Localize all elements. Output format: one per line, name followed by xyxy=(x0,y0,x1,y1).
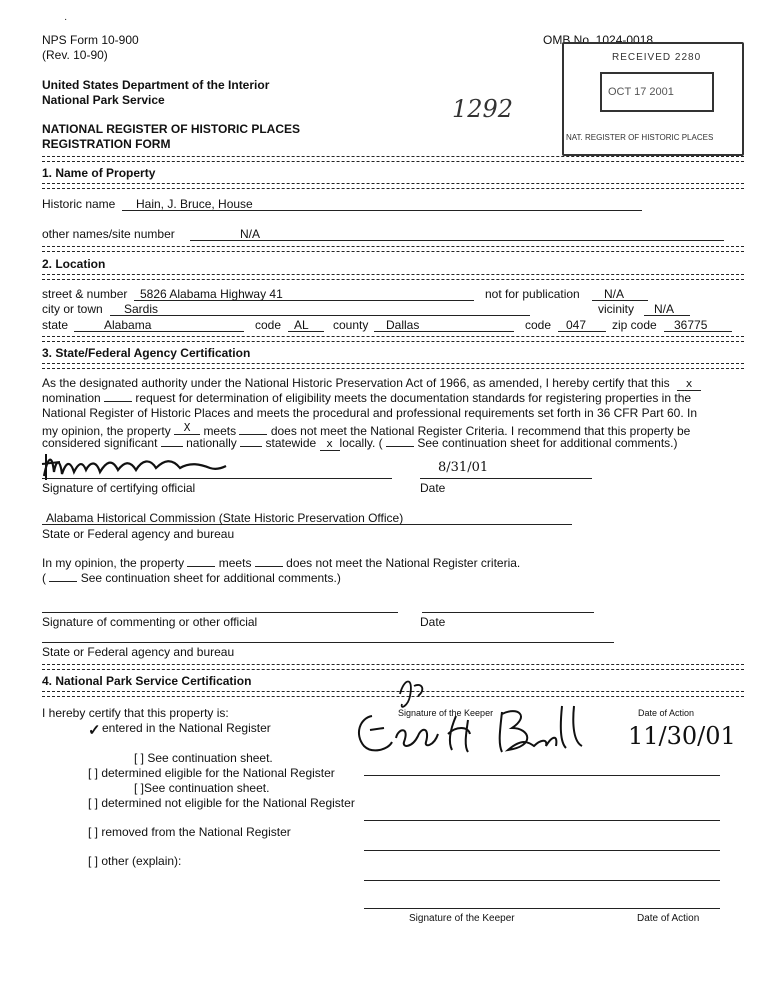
see-continuation-2: [ ]See continuation sheet. xyxy=(134,781,270,795)
stamp-date: OCT 17 2001 xyxy=(608,86,674,98)
cert-signature-label: Signature of certifying official xyxy=(42,481,196,495)
removed-option: [ ] removed from the National Register xyxy=(88,825,291,839)
service-name: National Park Service xyxy=(42,93,165,107)
department-name: United States Department of the Interior xyxy=(42,78,270,92)
agency2-label: State or Federal agency and bureau xyxy=(42,645,235,659)
form-revision: (Rev. 10-90) xyxy=(42,48,108,62)
agency-label: State or Federal agency and bureau xyxy=(42,527,235,541)
county-code-value: 047 xyxy=(566,318,587,332)
street-label: street & number xyxy=(42,287,128,301)
nps-certify-statement: I hereby certify that this property is: xyxy=(42,706,229,720)
opinion-continuation-blank xyxy=(49,581,77,582)
double-rule xyxy=(42,274,744,280)
entered-check-mark: ✓ xyxy=(88,722,101,739)
cert-date-line xyxy=(420,478,592,479)
property-meets-mark: X xyxy=(174,421,200,435)
keeper-line-4 xyxy=(364,880,720,881)
opinion-meets-blank xyxy=(187,566,215,567)
county-code-label: code xyxy=(525,318,552,332)
comment-signature-label: Signature of commenting or other official xyxy=(42,615,258,629)
keeper-signature-label: Signature of the Keeper xyxy=(398,708,494,718)
state-line xyxy=(74,331,244,332)
form-title: NATIONAL REGISTER OF HISTORIC PLACES xyxy=(42,122,301,136)
historic-name-label: Historic name xyxy=(42,197,116,211)
keeper-line-5 xyxy=(364,908,720,909)
section-3-heading: 3. State/Federal Agency Certification xyxy=(42,346,251,360)
nationally-blank xyxy=(161,446,183,447)
form-subtitle: REGISTRATION FORM xyxy=(42,137,171,151)
double-rule xyxy=(42,363,744,369)
county-label: county xyxy=(333,318,369,332)
agency2-line xyxy=(42,642,614,643)
state-value: Alabama xyxy=(104,318,152,332)
comment-date-label: Date xyxy=(420,615,446,629)
cert-line-3: National Register of Historic Places and meets the procedural and professional requirements set forth in 36 CFR Part 60. In xyxy=(42,406,697,420)
state-label: state xyxy=(42,318,69,332)
cert-line-5: considered significant nationally statewide x locally. ( See continuation sheet for additional comments.) xyxy=(42,436,678,450)
stamp-footer: NAT. REGISTER OF HISTORIC PLACES xyxy=(566,133,714,142)
state-code-label: code xyxy=(255,318,282,332)
keeper-line-2 xyxy=(364,820,720,821)
double-rule xyxy=(42,246,744,252)
form-id: NPS Form 10-900 xyxy=(42,33,139,47)
locally-mark: x xyxy=(320,437,340,451)
nomination-blank xyxy=(104,401,132,402)
cert-line-4: my opinion, the property X meets does not meet the National Register Criteria. I recommend that this property be xyxy=(42,421,691,438)
date-of-action-label-bottom: Date of Action xyxy=(637,913,700,924)
agency-value: Alabama Historical Commission (State Historic Preservation Office) xyxy=(46,511,404,525)
zip-label: zip code xyxy=(612,318,657,332)
section-1-heading: 1. Name of Property xyxy=(42,166,156,180)
continuation-blank xyxy=(386,446,414,447)
keeper-signature-label-bottom: Signature of the Keeper xyxy=(409,913,515,924)
comment-date-line xyxy=(422,612,594,613)
section-4-heading: 4. National Park Service Certification xyxy=(42,674,252,688)
not-for-publication-label: not for publication xyxy=(485,287,580,301)
comment-signature-line xyxy=(42,612,398,613)
city-line xyxy=(110,315,530,316)
other-names-line xyxy=(190,240,724,241)
section-2-heading: 2. Location xyxy=(42,257,106,271)
eligible-option: [ ] determined eligible for the National Register xyxy=(88,766,335,780)
double-rule xyxy=(42,156,744,162)
zip-value: 36775 xyxy=(674,318,708,332)
double-rule xyxy=(42,336,744,342)
city-value: Sardis xyxy=(124,302,159,316)
keeper-line-1 xyxy=(364,775,720,776)
cert-line-2: nomination request for determination of eligibility meets the documentation standards for registering properties in the xyxy=(42,391,692,405)
county-value: Dallas xyxy=(386,318,420,332)
vicinity-label: vicinity xyxy=(598,302,635,316)
cert-date-value: 8/31/01 xyxy=(438,460,489,475)
handwritten-reference-number: 1292 xyxy=(452,95,514,123)
street-value: 5826 Alabama Highway 41 xyxy=(140,287,283,301)
other-option: [ ] other (explain): xyxy=(88,854,182,868)
opinion-line-2: ( See continuation sheet for additional comments.) xyxy=(42,571,341,585)
omb-number: OMB No. 1024-0018 xyxy=(543,33,654,47)
keeper-signature xyxy=(352,676,602,760)
certify-mark: x xyxy=(677,377,701,391)
statewide-blank xyxy=(240,446,262,447)
state-code-value: AL xyxy=(294,318,309,332)
city-label: city or town xyxy=(42,302,103,316)
date-of-action-label: Date of Action xyxy=(638,708,695,718)
keeper-line-3 xyxy=(364,850,720,851)
stamp-received-text: RECEIVED 2280 xyxy=(612,52,702,63)
opinion-line-1: In my opinion, the property meets does not meet the National Register criteria. xyxy=(42,556,521,570)
agency-line xyxy=(42,524,572,525)
other-names-value: N/A xyxy=(240,227,261,241)
not-for-publication-value: N/A xyxy=(604,287,625,301)
double-rule xyxy=(42,664,744,670)
keeper-date-value: 11/30/01 xyxy=(628,722,736,750)
double-rule xyxy=(42,183,744,189)
vicinity-value: N/A xyxy=(654,302,675,316)
opinion-not-meet-blank xyxy=(255,566,283,567)
see-continuation-1: [ ] See continuation sheet. xyxy=(134,751,273,765)
cert-line-1: As the designated authority under the National Historic Preservation Act of 1966, as amended, I hereby certify that this x xyxy=(42,376,701,391)
not-eligible-option: [ ] determined not eligible for the National Register xyxy=(88,796,355,810)
historic-name-value: Hain, J. Bruce, House xyxy=(136,197,253,211)
other-names-label: other names/site number xyxy=(42,227,175,241)
cert-signature-line xyxy=(42,478,392,479)
cert-date-label: Date xyxy=(420,481,446,495)
does-not-meet-blank xyxy=(239,434,267,435)
corner-mark: · xyxy=(64,14,68,25)
entered-option: entered in the National Register xyxy=(102,721,271,735)
